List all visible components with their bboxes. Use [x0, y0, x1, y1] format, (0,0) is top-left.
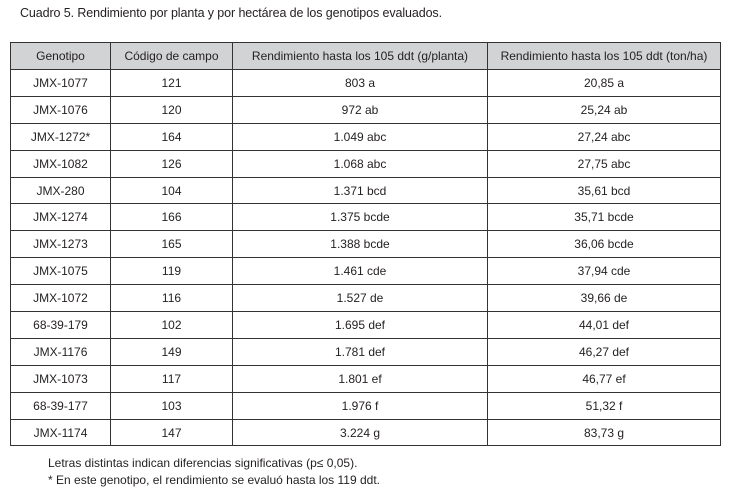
cell-genotipo: JMX-1076 [11, 96, 111, 123]
cell-rend-planta: 1.527 de [233, 285, 488, 312]
cell-rend-planta: 1.049 abc [233, 123, 488, 150]
table-row [11, 312, 721, 339]
table-row [11, 70, 721, 97]
cell-codigo: 117 [111, 365, 233, 392]
cell-genotipo: JMX-1273 [11, 231, 111, 258]
cell-rend-ha: 46,77 ef [488, 365, 721, 392]
cell-codigo: 119 [111, 258, 233, 285]
cell-codigo: 103 [111, 392, 233, 419]
cell-rend-planta: 1.695 def [233, 312, 488, 339]
cell-genotipo: JMX-1176 [11, 338, 111, 365]
cell-rend-ha: 36,06 bcde [488, 231, 721, 258]
cell-rend-ha: 44,01 def [488, 312, 721, 339]
cell-rend-ha: 20,85 a [488, 70, 721, 97]
table-row [11, 419, 721, 446]
cell-rend-ha: 27,24 abc [488, 123, 721, 150]
cell-genotipo: JMX-280 [11, 177, 111, 204]
cell-codigo: 165 [111, 231, 233, 258]
cell-rend-ha: 39,66 de [488, 285, 721, 312]
cell-rend-ha: 35,61 bcd [488, 177, 721, 204]
cell-rend-ha: 25,24 ab [488, 96, 721, 123]
table-row [11, 258, 721, 285]
cell-genotipo: JMX-1272* [11, 123, 111, 150]
cell-rend-ha: 46,27 def [488, 338, 721, 365]
cell-codigo: 116 [111, 285, 233, 312]
cell-rend-ha: 83,73 g [488, 419, 721, 446]
table-row [11, 338, 721, 365]
cell-rend-planta: 1.976 f [233, 392, 488, 419]
cell-codigo: 120 [111, 96, 233, 123]
cell-rend-planta: 3.224 g [233, 419, 488, 446]
cell-genotipo: JMX-1274 [11, 204, 111, 231]
cell-genotipo: 68-39-179 [11, 312, 111, 339]
cell-rend-planta: 1.371 bcd [233, 177, 488, 204]
cell-rend-planta: 1.375 bcde [233, 204, 488, 231]
header-codigo: Código de campo [111, 43, 233, 70]
cell-rend-planta: 803 a [233, 70, 488, 97]
cell-rend-ha: 51,32 f [488, 392, 721, 419]
cell-genotipo: 68-39-177 [11, 392, 111, 419]
cell-codigo: 104 [111, 177, 233, 204]
header-rend-planta: Rendimiento hasta los 105 ddt (g/planta) [233, 43, 488, 70]
cell-genotipo: JMX-1174 [11, 419, 111, 446]
table-row [11, 150, 721, 177]
footnote-significance: Letras distintas indican diferencias significativas (p≤ 0,05). [48, 456, 358, 470]
cell-rend-planta: 972 ab [233, 96, 488, 123]
table-row [11, 123, 721, 150]
cell-rend-ha: 37,94 cde [488, 258, 721, 285]
cell-codigo: 164 [111, 123, 233, 150]
cell-rend-planta: 1.801 ef [233, 365, 488, 392]
cell-codigo: 102 [111, 312, 233, 339]
cell-rend-ha: 35,71 bcde [488, 204, 721, 231]
table-footnotes [48, 455, 380, 489]
cell-codigo: 149 [111, 338, 233, 365]
header-row [11, 43, 721, 70]
table-row [11, 204, 721, 231]
cell-codigo: 166 [111, 204, 233, 231]
header-genotipo: Genotipo [11, 43, 111, 70]
table-row [11, 365, 721, 392]
cell-rend-planta: 1.461 cde [233, 258, 488, 285]
cell-genotipo: JMX-1077 [11, 70, 111, 97]
cell-rend-planta: 1.781 def [233, 338, 488, 365]
table-row [11, 177, 721, 204]
table-row [11, 231, 721, 258]
table-row [11, 392, 721, 419]
header-rend-ha: Rendimiento hasta los 105 ddt (ton/ha) [488, 43, 721, 70]
table-caption: Cuadro 5. Rendimiento por planta y por hectárea de los genotipos evaluados. [20, 6, 442, 20]
footnote-asterisk: * En este genotipo, el rendimiento se evaluó hasta los 119 ddt. [48, 473, 380, 487]
cell-genotipo: JMX-1073 [11, 365, 111, 392]
cell-genotipo: JMX-1072 [11, 285, 111, 312]
cell-rend-planta: 1.068 abc [233, 150, 488, 177]
cell-genotipo: JMX-1082 [11, 150, 111, 177]
cell-codigo: 147 [111, 419, 233, 446]
cell-rend-ha: 27,75 abc [488, 150, 721, 177]
table-row [11, 96, 721, 123]
table-row [11, 285, 721, 312]
yield-table [10, 42, 721, 446]
cell-genotipo: JMX-1075 [11, 258, 111, 285]
cell-codigo: 121 [111, 70, 233, 97]
cell-rend-planta: 1.388 bcde [233, 231, 488, 258]
cell-codigo: 126 [111, 150, 233, 177]
